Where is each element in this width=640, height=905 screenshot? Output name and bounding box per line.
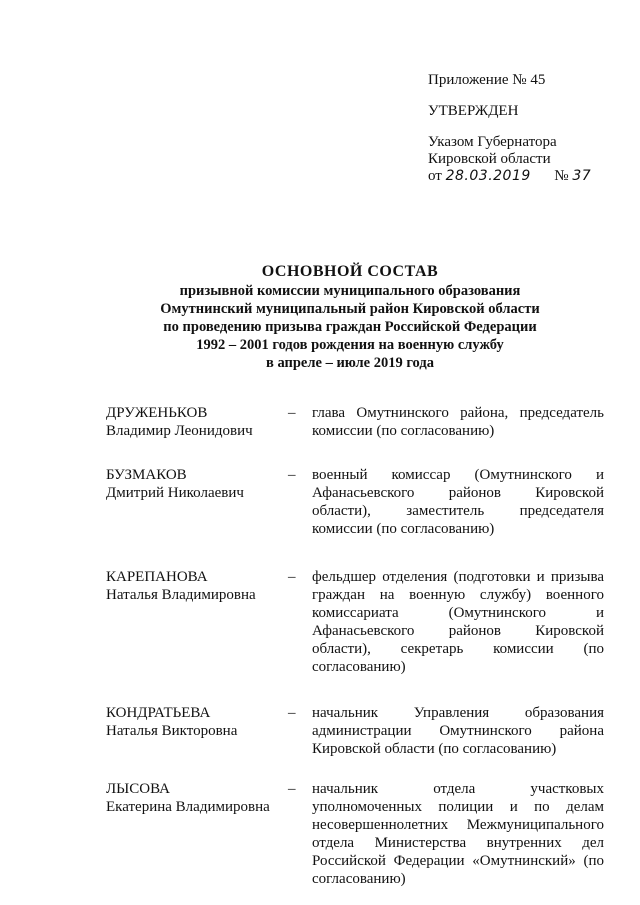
appendix-block	[428, 72, 591, 185]
subtitle-line-3: по проведению призыва граждан Российской Федерации	[163, 319, 537, 335]
subtitle-line-5: в апреле – июле 2019 года	[266, 355, 434, 371]
member-name	[106, 780, 286, 888]
member-row	[106, 704, 606, 758]
title-block	[60, 262, 640, 372]
member-surname: ДРУЖЕНЬКОВ	[106, 405, 208, 421]
member-row	[106, 404, 606, 440]
date-handwritten: 28.03.2019	[445, 168, 531, 184]
member-surname: ЛЫСОВА	[106, 781, 170, 797]
member-name	[106, 704, 286, 758]
member-dash: –	[288, 569, 296, 585]
member-role: военный комиссар (Омутнинского и Афанасьевского районов Кировской области), заместитель председателя комиссии (по согласованию)	[312, 467, 604, 537]
document-title: ОСНОВНОЙ СОСТАВ	[261, 263, 439, 280]
member-given-name: Дмитрий Николаевич	[106, 485, 244, 501]
member-row	[106, 568, 606, 676]
member-surname: КАРЕПАНОВА	[106, 569, 208, 585]
member-row	[106, 780, 606, 888]
subtitle-line-1: призывной комиссии муниципального образования	[179, 283, 521, 299]
member-given-name: Наталья Владимировна	[106, 587, 256, 603]
appendix-number: Приложение № 45	[428, 72, 546, 88]
decree-line-1: Указом Губернатора	[428, 134, 557, 150]
number-handwritten: 37	[572, 168, 592, 184]
subtitle-line-2: Омутнинский муниципальный район Кировской области	[160, 301, 540, 317]
subtitle-line-4: 1992 – 2001 годов рождения на военную службу	[196, 337, 504, 353]
member-row	[106, 466, 606, 538]
date-prefix: от	[428, 168, 442, 184]
member-name	[106, 404, 286, 440]
member-surname: КОНДРАТЬЕВА	[106, 705, 211, 721]
member-role: начальник Управления образования администрации Омутнинского района Кировской области (по согласованию)	[312, 705, 604, 757]
decree-line-2: Кировской области	[428, 151, 551, 167]
member-given-name: Екатерина Владимировна	[106, 799, 270, 815]
member-given-name: Владимир Леонидович	[106, 423, 253, 439]
number-prefix: №	[554, 168, 569, 184]
member-dash: –	[288, 705, 296, 721]
member-name	[106, 568, 286, 676]
approved-label: УТВЕРЖДЕН	[428, 103, 519, 119]
member-role: глава Омутнинского района, председатель комиссии (по согласованию)	[312, 405, 604, 439]
member-given-name: Наталья Викторовна	[106, 723, 238, 739]
decree-date-number	[428, 168, 591, 185]
member-role: фельдшер отделения (подготовки и призыва граждан на военную службу) военного комиссариата (Омутнинского и Афанасьевского районов Кировской области), секретарь комиссии (по согласованию)	[312, 569, 604, 675]
member-role: начальник отдела участковых уполномоченных полиции и по делам несовершеннолетних Межмуниципального отдела Министерства внутренних дел Российской Федерации «Омутнинский» (по согласованию)	[312, 781, 604, 887]
members-list	[106, 404, 606, 888]
member-surname: БУЗМАКОВ	[106, 467, 187, 483]
member-dash: –	[288, 405, 296, 421]
member-name	[106, 466, 286, 538]
member-dash: –	[288, 781, 296, 797]
member-dash: –	[288, 467, 296, 483]
